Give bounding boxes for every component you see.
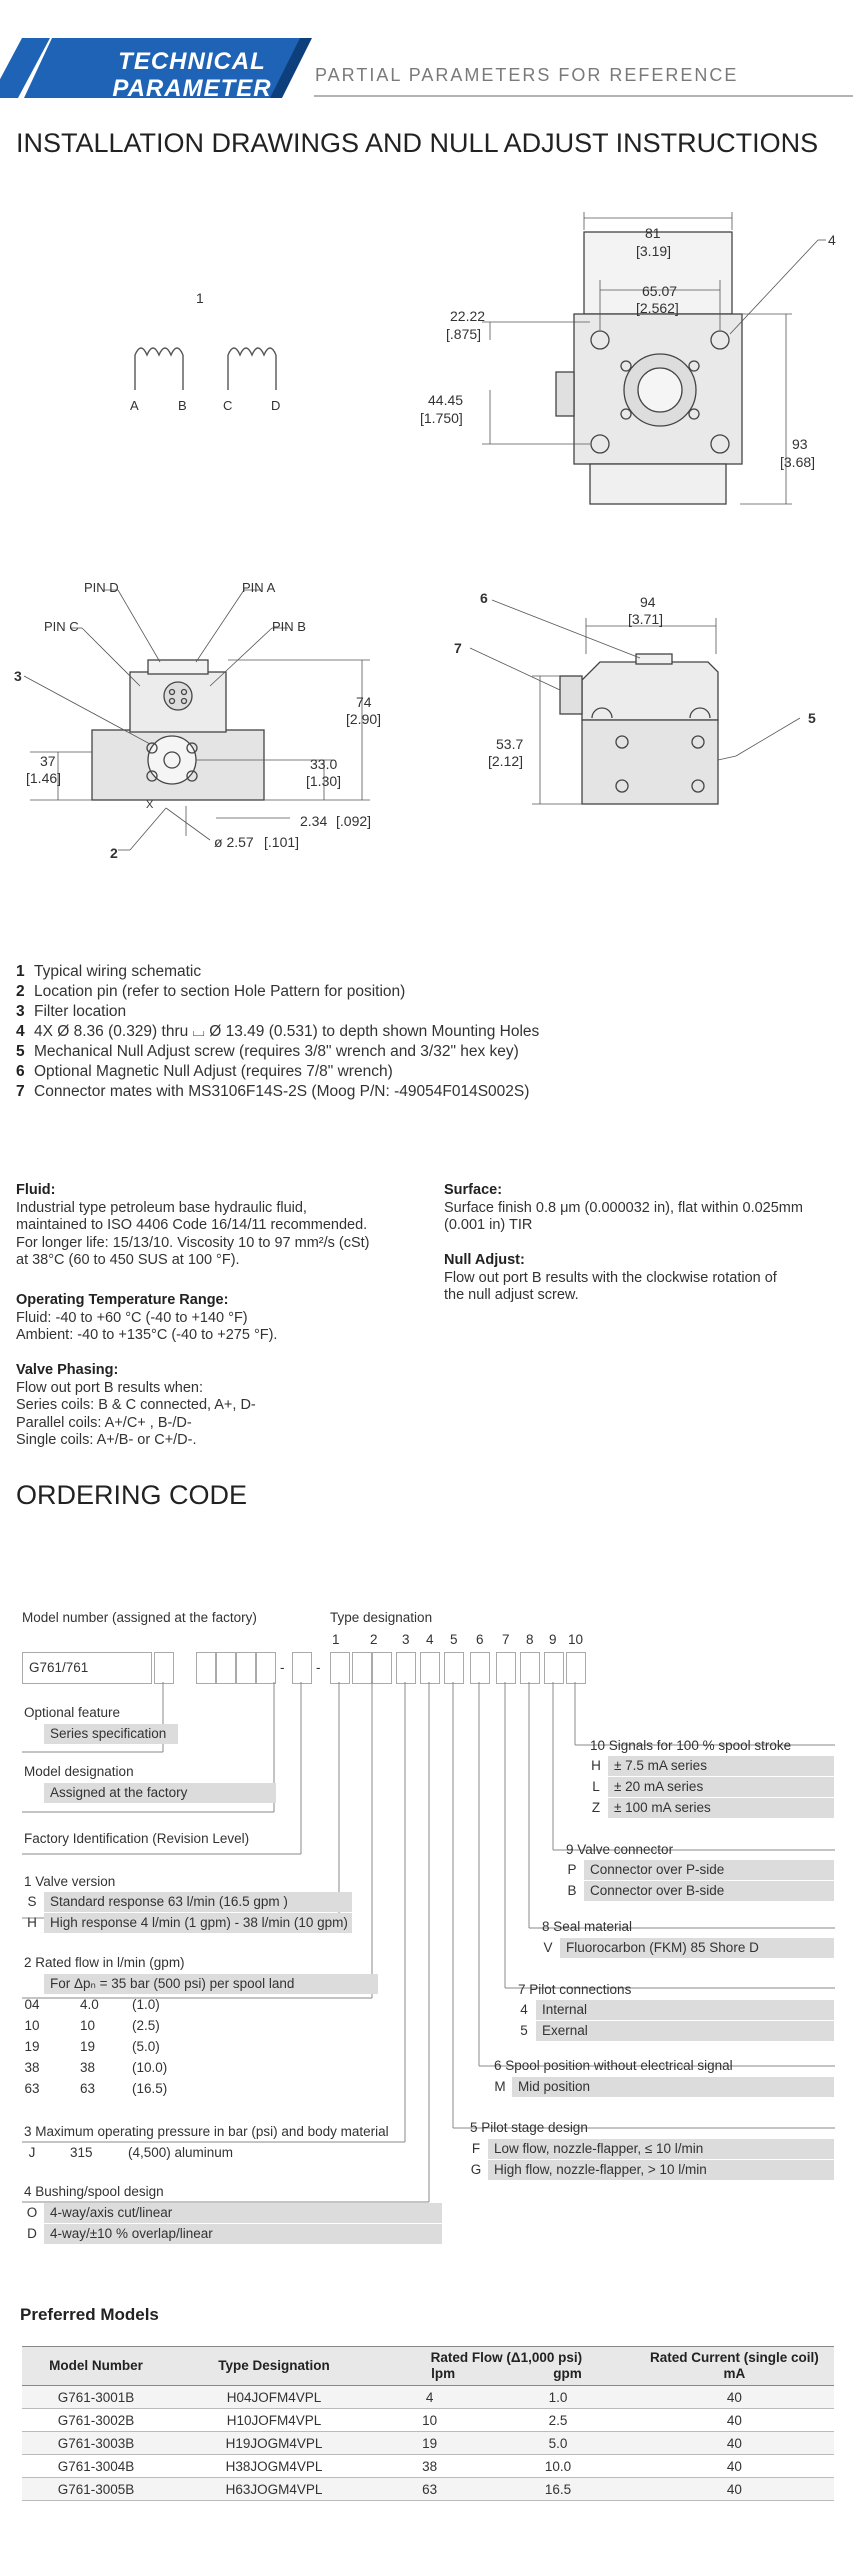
legend-item: 6 Optional Magnetic Null Adjust (requires 7/8" wrench): [16, 1063, 393, 1080]
g10-code: Z: [591, 1800, 601, 1815]
dim-537-in: [2.12]: [488, 753, 524, 769]
dim-234-in: [.092]: [336, 813, 372, 829]
g10-row: ± 7.5 mA series: [608, 1756, 834, 1776]
dim-93: 93: [792, 436, 808, 452]
table-row: G761-3002B H10JOFM4VPL 10 2.5 40: [22, 2409, 834, 2432]
legend-item: 1 Typical wiring schematic: [16, 963, 202, 980]
callout-5: 5: [808, 710, 816, 726]
dim-6507: 65.07: [642, 283, 678, 299]
legend-item: 4 4X Ø 8.36 (0.329) thru ⌴ Ø 13.49 (0.531) to depth shown Mounting Holes: [16, 1023, 540, 1040]
dim-257: ø 2.57: [214, 834, 254, 850]
model-value-box: G761/761: [22, 1652, 152, 1684]
preferred-title: Preferred Models: [20, 2305, 159, 2324]
position-6: 6: [476, 1632, 484, 1647]
g7-code: 5: [520, 2023, 528, 2038]
pin-a-label: PIN A: [242, 580, 276, 595]
g9-code: P: [567, 1862, 577, 1877]
dash-2: -: [316, 1660, 321, 1675]
dim-33: 33.0: [310, 756, 338, 772]
g8-code: V: [543, 1940, 553, 1955]
svg-text:X: X: [146, 799, 154, 811]
g2-code: 38: [24, 2060, 40, 2075]
g2-code: 19: [24, 2039, 40, 2054]
g3-title: 3 Maximum operating pressure in bar (psi) and body material: [24, 2124, 389, 2139]
position-5: 5: [450, 1632, 458, 1647]
g1-code: H: [27, 1915, 37, 1930]
dim-2222: 22.22: [450, 308, 486, 324]
dim-37: 37: [40, 753, 56, 769]
g8-title: 8 Seal material: [542, 1919, 633, 1934]
g9-code: B: [567, 1883, 577, 1898]
type-designation-label: Type designation: [330, 1610, 433, 1625]
legend-item: 5 Mechanical Null Adjust screw (requires 3/8" wrench and 3/32" hex key): [16, 1043, 519, 1060]
g1-title: 1 Valve version: [24, 1874, 116, 1889]
col-model: Model Number: [49, 2358, 143, 2373]
g10-row: ± 20 mA series: [608, 1777, 834, 1797]
g10-title: 10 Signals for 100 % spool stroke: [590, 1738, 792, 1753]
dim-74: 74: [356, 694, 372, 710]
position-1: 1: [332, 1632, 340, 1647]
dim-234: 2.34: [300, 813, 328, 829]
spec-valve-phasing: Valve Phasing: Flow out port B results when: Series coils: B & C connected, A+, D- Parallel coils: A+/C+ , B-/D- Single coils: A+/B- or C+/D-.: [16, 1362, 256, 1448]
g10-code: L: [592, 1779, 600, 1794]
dim-6507-in: [2.562]: [636, 300, 679, 316]
g6-title: 6 Spool position without electrical signal: [494, 2058, 733, 2073]
g7-title: 7 Pilot connections: [518, 1982, 632, 1997]
factory-id-title: Factory Identification (Revision Level): [24, 1831, 250, 1846]
callout-7: 7: [454, 640, 462, 656]
g4-title: 4 Bushing/spool design: [24, 2184, 164, 2199]
g10-code: H: [591, 1758, 601, 1773]
schematic-number: 1: [196, 290, 204, 306]
g2-code: 04: [24, 1997, 40, 2012]
g7-row: Exernal: [536, 2021, 834, 2041]
preferred-models-table: [22, 2346, 834, 2501]
g6-code: M: [494, 2079, 506, 2094]
col-flow: Rated Flow (Δ1,000 psi) lpm gpm: [430, 2350, 583, 2381]
install-title: INSTALLATION DRAWINGS AND NULL ADJUST INSTRUCTIONS: [16, 128, 819, 158]
dim-4445-in: [1.750]: [420, 410, 463, 426]
pin-c-label: PIN C: [44, 619, 79, 634]
legend-item: 3 Filter location: [16, 1003, 127, 1020]
dim-37-in: [1.46]: [26, 770, 62, 786]
banner-title: TECHNICAL PARAMETER: [112, 48, 272, 102]
table-row: G761-3001B H04JOFM4VPL 4 1.0 40: [22, 2386, 834, 2409]
g8-row: Fluorocarbon (FKM) 85 Shore D: [560, 1938, 834, 1958]
pin-d-label: PIN D: [84, 580, 119, 595]
schematic-label-c: C: [223, 398, 233, 413]
model-designation-item: Assigned at the factory: [44, 1783, 276, 1803]
position-10: 10: [568, 1632, 584, 1647]
callout-4: 4: [828, 232, 836, 248]
position-9: 9: [549, 1632, 557, 1647]
dim-33-in: [1.30]: [306, 773, 342, 789]
col-type: Type Designation: [218, 2358, 330, 2373]
dim-2222-in: [.875]: [446, 326, 482, 342]
table-header-row: [22, 2347, 834, 2386]
position-4: 4: [426, 1632, 434, 1647]
position-2: 2: [370, 1632, 378, 1647]
dim-74-in: [2.90]: [346, 711, 382, 727]
schematic-label-d: D: [271, 398, 281, 413]
spec-surface: Surface: Surface finish 0.8 μm (0.000032 in), flat within 0.025mm (0.001 in) TIR: [444, 1182, 803, 1233]
model-designation-title: Model designation: [24, 1764, 134, 1779]
g2-code: 63: [24, 2081, 40, 2096]
g5-title: 5 Pilot stage design: [470, 2120, 588, 2135]
g9-row: Connector over B-side: [584, 1881, 834, 1901]
g7-row: Internal: [536, 2000, 834, 2020]
g5-code: G: [470, 2162, 482, 2177]
g4-row: 4-way/axis cut/linear: [44, 2203, 442, 2223]
g2-subtitle: For Δpₙ = 35 bar (500 psi) per spool land: [44, 1974, 378, 1994]
dash-1: -: [280, 1660, 285, 1675]
table-row: G761-3004B H38JOGM4VPL 38 10.0 40: [22, 2455, 834, 2478]
g5-row: Low flow, nozzle-flapper, ≤ 10 l/min: [488, 2139, 834, 2159]
col-current: Rated Current (single coil) mA: [650, 2350, 819, 2381]
g1-row: High response 4 l/min (1 gpm) - 38 l/min (10 gpm): [44, 1913, 352, 1933]
dim-94: 94: [640, 594, 656, 610]
schematic-label-b: B: [178, 398, 187, 413]
banner-subtitle: PARTIAL PARAMETERS FOR REFERENCE: [315, 65, 739, 85]
g10-row: ± 100 mA series: [608, 1798, 834, 1818]
position-8: 8: [526, 1632, 534, 1647]
schematic-label-a: A: [130, 398, 139, 413]
g3-code: J: [28, 2145, 36, 2160]
pin-b-label: PIN B: [272, 619, 306, 634]
dim-81-in: [3.19]: [636, 243, 672, 259]
spec-null-adjust: Null Adjust: Flow out port B results with the clockwise rotation of the null adjust screw.: [444, 1252, 777, 1303]
callout-2: 2: [110, 845, 118, 861]
position-3: 3: [402, 1632, 410, 1647]
g9-title: 9 Valve connector: [566, 1842, 674, 1857]
g1-row: Standard response 63 l/min (16.5 gpm ): [44, 1892, 352, 1912]
g4-row: 4-way/±10 % overlap/linear: [44, 2224, 442, 2244]
dim-257-in: [.101]: [264, 834, 300, 850]
g5-row: High flow, nozzle-flapper, > 10 l/min: [488, 2160, 834, 2180]
legend-item: 2 Location pin (refer to section Hole Pattern for position): [16, 983, 406, 1000]
g7-code: 4: [520, 2002, 528, 2017]
dim-537: 53.7: [496, 736, 524, 752]
dim-81: 81: [645, 225, 661, 241]
g4-code: D: [27, 2226, 37, 2241]
g9-row: Connector over P-side: [584, 1860, 834, 1880]
dim-94-in: [3.71]: [628, 611, 664, 627]
g6-row: Mid position: [512, 2077, 834, 2097]
g1-code: S: [27, 1894, 37, 1909]
table-row: G761-3005B H63JOGM4VPL 63 16.5 40: [22, 2478, 834, 2501]
dim-4445: 44.45: [428, 392, 464, 408]
dim-93-in: [3.68]: [780, 454, 816, 470]
legend-item: 7 Connector mates with MS3106F14S-2S (Moog P/N: -49054F014S002S): [16, 1083, 530, 1100]
callout-6: 6: [480, 590, 488, 606]
spec-fluid: Fluid: Industrial type petroleum base hydraulic fluid, maintained to ISO 4406 Code 16/14/11 recommended. For longer life: 15/13/10. Viscosity 10 to 97 mm²/s (cSt) at 38°C (60 to 450 SUS at 100 °F).: [16, 1182, 370, 1268]
table-row: G761-3003B H19JOGM4VPL 19 5.0 40: [22, 2432, 834, 2455]
g2-code: 10: [24, 2018, 40, 2033]
g4-code: O: [26, 2205, 38, 2220]
optional-feature-item: Series specification: [44, 1724, 178, 1744]
model-number-label: Model number (assigned at the factory): [22, 1610, 257, 1625]
position-7: 7: [502, 1632, 510, 1647]
ordering-title: ORDERING CODE: [16, 1480, 248, 1510]
g2-title: 2 Rated flow in l/min (gpm): [24, 1955, 185, 1970]
spec-temperature: Operating Temperature Range: Fluid: -40 to +60 °C (-40 to +140 °F) Ambient: -40 to +135°C (-40 to +275 °F).: [16, 1292, 278, 1343]
optional-feature-title: Optional feature: [24, 1705, 121, 1720]
g5-code: F: [471, 2141, 481, 2156]
callout-3: 3: [14, 668, 22, 684]
